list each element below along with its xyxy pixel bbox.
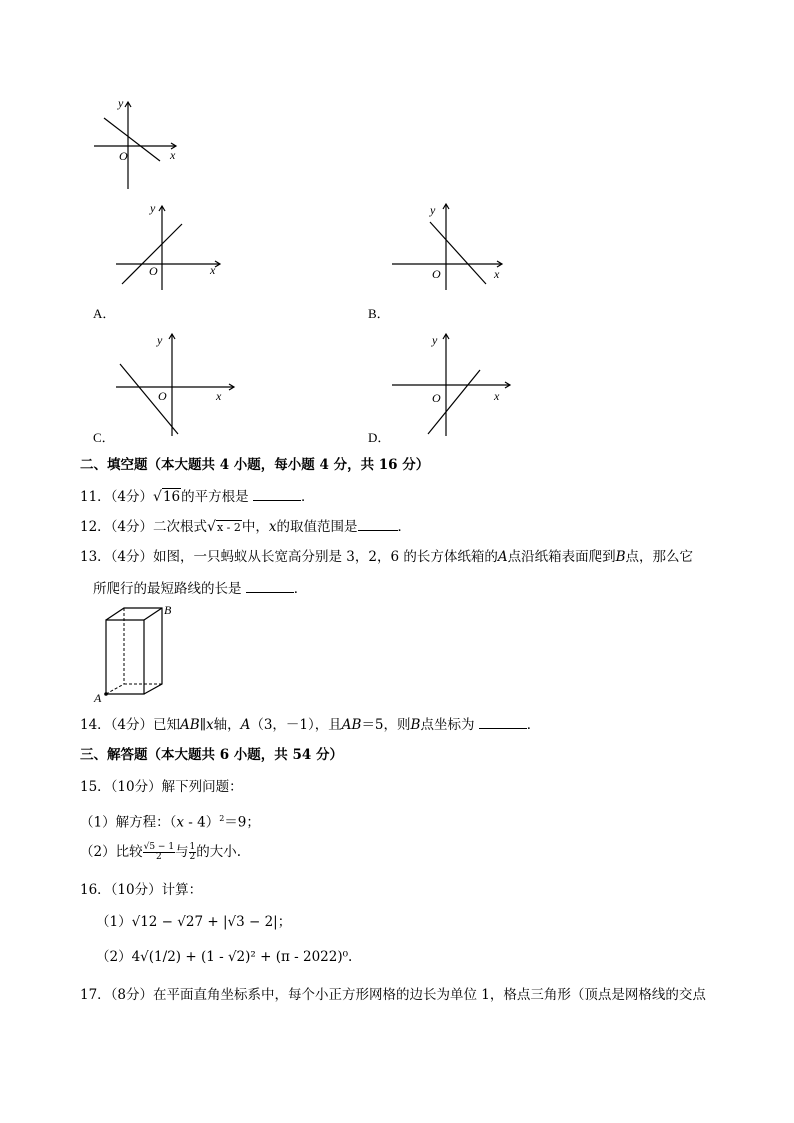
answer-blank-12[interactable] <box>358 518 398 531</box>
reference-graph <box>92 96 182 192</box>
svg-text:O: O <box>432 267 441 281</box>
origin-label: O <box>119 149 128 163</box>
answer-blank-13[interactable] <box>246 580 294 593</box>
question-15-part-2: （2）比较 $\frac{√5 - 1}{2}$ 与 $\frac{1}{2}$ 的大小. <box>80 842 242 862</box>
point-a-label: A <box>94 691 102 705</box>
option-a-graph <box>112 200 227 292</box>
svg-text:y: y <box>432 333 438 347</box>
axis-label-y: y <box>118 96 124 110</box>
option-d-label[interactable]: D． <box>368 430 391 445</box>
option-a-label[interactable]: A． <box>93 306 116 321</box>
option-b-graph <box>390 200 508 292</box>
option-b-label[interactable]: B． <box>368 306 390 321</box>
question-16-part-1: （1）√12 − √27 + |√3 − 2|； <box>96 914 292 930</box>
svg-text:x: x <box>210 263 216 277</box>
svg-text:O: O <box>149 264 158 278</box>
question-12: 12．（4分）二次根式√x - 2中，x的取值范围是 ． <box>80 519 411 535</box>
axis-label-x: x <box>170 148 176 162</box>
question-16-part-2: （2）4√(1/2) + (1 - √2)² + (π - 2022)⁰. <box>96 949 353 965</box>
svg-text:x: x <box>494 389 500 403</box>
answer-blank-11[interactable] <box>253 488 301 501</box>
question-14: 14．（4分）已知AB∥x轴，A（3，－1），且AB＝5，则B点坐标为 ． <box>80 717 541 733</box>
answer-blank-14[interactable] <box>479 716 527 729</box>
question-13-line2: 所爬行的最短路线的长是 ． <box>93 581 308 597</box>
section-3-title: 三、解答题（本大题共 6 小题，共 54 分） <box>80 747 343 763</box>
option-d-graph <box>390 330 516 438</box>
section-2-title: 二、填空题（本大题共 4 小题，每小题 4 分，共 16 分） <box>80 457 430 473</box>
svg-text:O: O <box>432 391 441 405</box>
cuboid-figure <box>92 604 172 704</box>
svg-text:x: x <box>216 389 222 403</box>
svg-text:O: O <box>158 389 167 403</box>
svg-text:y: y <box>150 201 156 215</box>
svg-text:y: y <box>430 203 436 217</box>
question-17: 17．（8分）在平面直角坐标系中，每个小正方形网格的边长为单位 1，格点三角形（顶点是网格线的交点 <box>80 987 706 1003</box>
svg-text:y: y <box>157 333 163 347</box>
question-15-part-1: （1）解方程：（x - 4）$^2$＝9； <box>80 814 260 831</box>
question-16: 16．（10分）计算： <box>80 882 203 898</box>
svg-text:x: x <box>494 267 500 281</box>
option-c-graph <box>112 330 238 438</box>
question-15: 15．（10分）解下列问题： <box>80 779 243 795</box>
question-11: 11．（4分）√16的平方根是 ． <box>80 489 315 505</box>
point-b-label: B <box>164 603 172 617</box>
question-13: 13．（4分）如图，一只蚂蚁从长宽高分别是 3，2，6 的长方体纸箱的A点沿纸箱表面爬到B点，那么它 <box>80 549 694 565</box>
option-c-label[interactable]: C． <box>93 430 115 445</box>
